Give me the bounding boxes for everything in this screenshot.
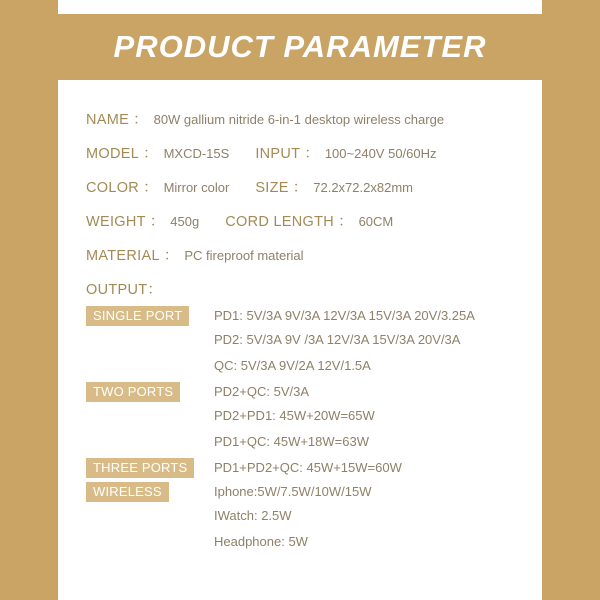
page-title: PRODUCT PARAMETER (113, 29, 487, 64)
output-spec-list (86, 306, 556, 554)
spec-label-name: NAME (86, 112, 130, 128)
output-tag-col (86, 532, 214, 554)
spec-row-material (86, 244, 556, 265)
spec-value-size: 72.2x72.2x82mm (313, 180, 413, 195)
page-header (58, 14, 542, 80)
output-row (86, 432, 556, 454)
output-tag-col (86, 432, 214, 454)
output-tag-col (86, 306, 214, 326)
output-tag-col (86, 458, 214, 478)
output-value: PD2: 5V/3A 9V /3A 12V/3A 15V/3A 20V/3A (214, 332, 461, 347)
spec-value-color: Mirror color (163, 180, 230, 195)
output-value: PD1+PD2+QC: 45W+15W=60W (214, 460, 402, 475)
output-row (86, 306, 556, 326)
output-row (86, 406, 556, 428)
output-row (86, 482, 556, 502)
output-tag-wireless: WIRELESS (86, 482, 169, 502)
spec-label-cord-length: CORD LENGTH (225, 214, 335, 230)
output-label-text: OUTPUT (86, 282, 148, 298)
output-row (86, 382, 556, 402)
output-tag-three-ports: THREE PORTS (86, 458, 194, 478)
output-value: Iphone:5W/7.5W/10W/15W (214, 484, 372, 499)
colon-material: ： (163, 248, 179, 264)
colon-input: ： (304, 146, 319, 162)
output-tag-col (86, 356, 214, 378)
left-decorative-band (0, 0, 58, 600)
spec-value-model: MXCD-15S (163, 146, 230, 161)
spec-value-input: 100~240V 50/60Hz (324, 146, 437, 161)
output-tag-col (86, 482, 214, 502)
output-row (86, 330, 556, 352)
spec-value-name: 80W gallium nitride 6-in-1 desktop wireless charge (153, 112, 445, 127)
output-value: PD1: 5V/3A 9V/3A 12V/3A 15V/3A 20V/3.25A (214, 308, 475, 323)
spec-content (86, 108, 556, 558)
output-value: QC: 5V/3A 9V/2A 12V/1.5A (214, 358, 371, 373)
spec-value-material: PC fireproof material (184, 248, 304, 263)
spec-row-weight (86, 210, 556, 231)
spec-value-weight: 450g (170, 214, 200, 229)
spec-label-material: MATERIAL (86, 248, 160, 264)
spec-value-cord-length: 60CM (358, 214, 394, 229)
colon-size: ： (292, 180, 308, 196)
output-value: PD2+QC: 5V/3A (214, 384, 310, 399)
colon-model: ： (143, 146, 158, 162)
output-tag-two-ports: TWO PORTS (86, 382, 180, 402)
spec-label-color: COLOR (86, 180, 140, 196)
spec-row-color (86, 176, 556, 197)
output-value: Headphone: 5W (214, 534, 308, 549)
output-value: IWatch: 2.5W (214, 508, 292, 523)
output-tag-single-port: SINGLE PORT (86, 306, 189, 326)
spec-row-name (86, 108, 556, 129)
output-value: PD1+QC: 45W+18W=63W (214, 434, 369, 449)
colon-name: ： (133, 112, 148, 128)
output-section-label (86, 278, 556, 299)
colon-color: ： (143, 180, 158, 196)
spec-label-weight: WEIGHT (86, 214, 146, 230)
output-tag-col (86, 506, 214, 528)
output-tag-col (86, 330, 214, 352)
spec-label-input: INPUT (255, 146, 301, 162)
output-row (86, 506, 556, 528)
colon-weight: ： (149, 214, 165, 230)
output-tag-col (86, 382, 214, 402)
output-row (86, 458, 556, 478)
spec-label-model: MODEL (86, 146, 140, 162)
spec-row-model (86, 142, 556, 163)
output-row (86, 356, 556, 378)
output-value: PD2+PD1: 45W+20W=65W (214, 408, 375, 423)
colon-cord-length: ： (338, 214, 353, 230)
output-tag-col (86, 406, 214, 428)
output-label-colon: ： (147, 282, 163, 298)
output-row (86, 532, 556, 554)
spec-label-size: SIZE (255, 180, 289, 196)
